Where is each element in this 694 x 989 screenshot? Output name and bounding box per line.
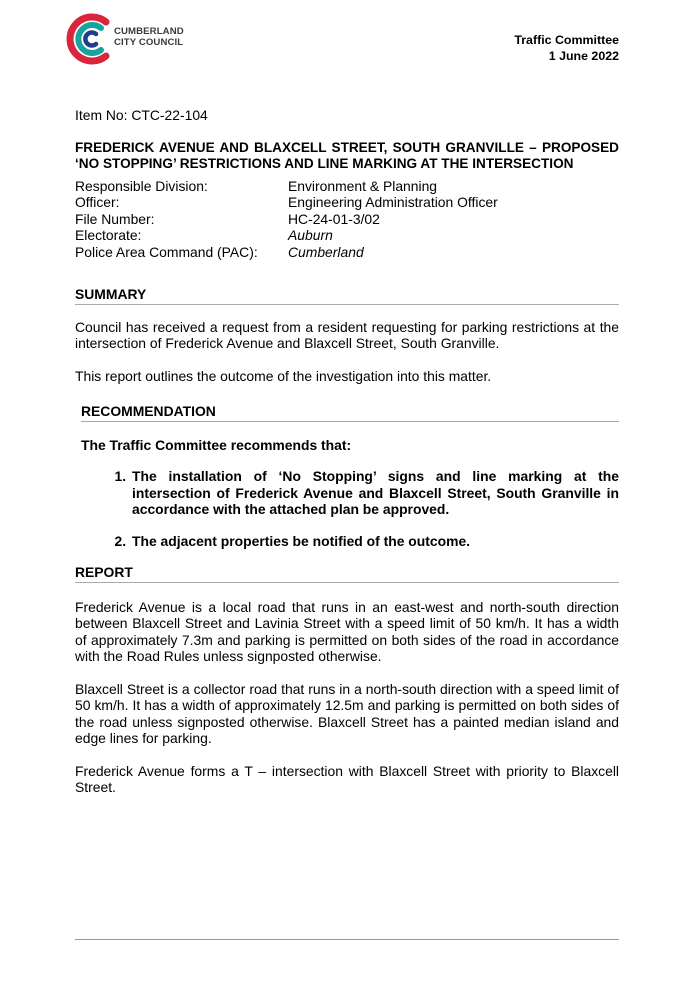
recommendation-section <box>81 403 619 549</box>
details-label: File Number: <box>75 210 155 227</box>
details-label: Responsible Division: <box>75 177 208 194</box>
council-logo-icon <box>66 12 114 66</box>
details-value: HC-24-01-3/02 <box>288 210 380 227</box>
council-logo <box>66 12 194 68</box>
footer-divider <box>75 939 619 940</box>
details-value: Auburn <box>288 227 333 244</box>
report-body <box>75 107 619 796</box>
header-meta <box>514 33 619 64</box>
recommendation-list <box>81 468 619 549</box>
report-paragraph: Frederick Avenue forms a T – intersection with Blaxcell Street with priority to Blaxcell Street. <box>75 762 619 796</box>
report-details-table <box>75 178 498 261</box>
recommendation-heading: RECOMMENDATION <box>81 403 619 422</box>
logo-line-1: CUMBERLAND <box>114 26 184 37</box>
details-row <box>75 244 498 261</box>
details-value: Cumberland <box>288 243 364 260</box>
details-label: Officer: <box>75 194 120 211</box>
recommendation-intro: The Traffic Committee recommends that: <box>81 436 352 453</box>
summary-paragraph: Council has received a request from a resident requesting for parking restrictions at the intersection of Frederick Avenue and Blaxcell Street, South Granville. <box>75 318 619 352</box>
details-row <box>75 178 498 195</box>
recommendation-item: 2. The adjacent properties be notified of the outcome. <box>130 533 619 550</box>
recommendation-item: 1. The installation of ‘No Stopping’ signs and line marking at the intersection of Frederick Avenue and Blaxcell Street, South Granville in accordance with the attached plan be approved. <box>130 468 619 518</box>
details-label: Police Area Command (PAC): <box>75 243 258 260</box>
details-row <box>75 227 498 244</box>
details-value: Environment & Planning <box>288 177 438 194</box>
item-number: Item No: CTC-22-104 <box>75 107 208 123</box>
meeting-date: 1 June 2022 <box>548 48 619 63</box>
council-logo-text <box>114 26 184 48</box>
committee-name: Traffic Committee <box>514 33 619 47</box>
report-title: FREDERICK AVENUE AND BLAXCELL STREET, SOUTH GRANVILLE – PROPOSED ‘NO STOPPING’ RESTRICTIONS AND LINE MARKING AT THE INTERSECTION <box>75 139 619 171</box>
report-heading: REPORT <box>75 564 619 583</box>
details-row <box>75 211 498 228</box>
report-paragraph: Blaxcell Street is a collector road that runs in a north-south direction with a speed limit of 50 km/h. It has a width of approximately 12.5m and parking is permitted on both sides of the road unless signposted otherwise. Blaxcell Street has a painted median island and edge lines for parking. <box>75 680 619 747</box>
details-row <box>75 194 498 211</box>
details-value: Engineering Administration Officer <box>288 194 498 211</box>
report-paragraph: Frederick Avenue is a local road that runs in an east-west and north-south direction between Blaxcell Street and Lavinia Street with a speed limit of 50 km/h. It has a width of approximately 7.3m and parking is permitted on both sides of the road in accordance with the Road Rules unless signposted otherwise. <box>75 598 619 665</box>
details-label: Electorate: <box>75 227 142 244</box>
summary-paragraph: This report outlines the outcome of the investigation into this matter. <box>75 367 492 384</box>
logo-line-2: CITY COUNCIL <box>114 37 184 48</box>
summary-heading: SUMMARY <box>75 286 619 305</box>
